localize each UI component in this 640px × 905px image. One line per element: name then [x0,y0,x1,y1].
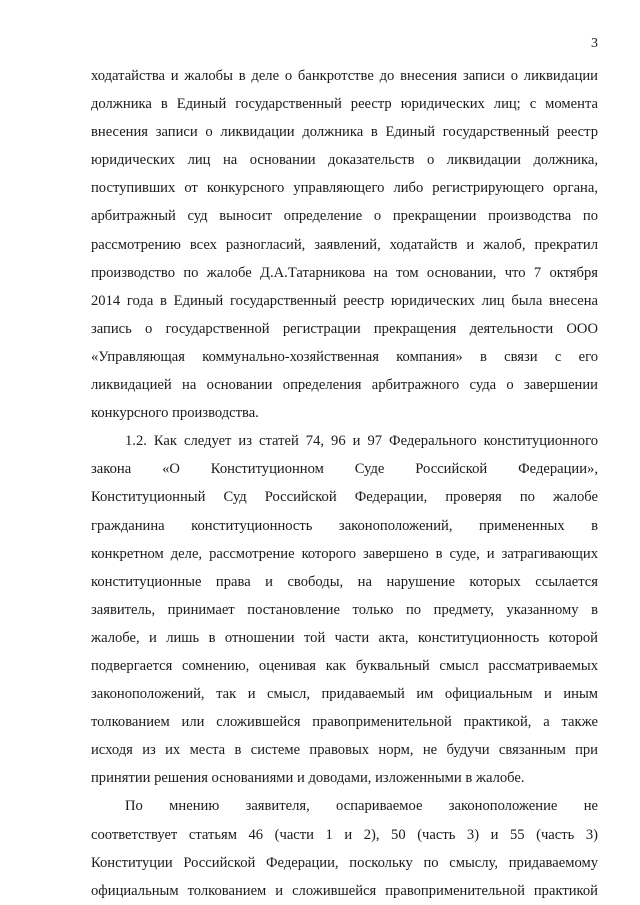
text-line: закона «О Конституционном Суде Российской Федерации», [91,461,598,478]
text-line: толкованием или сложившейся правоприменительной практикой, а также [91,714,598,731]
page-number: 3 [591,36,598,51]
text-line: законоположений, так и смысл, придаваемый им официальным и иным [91,686,598,703]
text-line: принятии решения основаниями и доводами, изложенными в жалобе. [91,770,525,787]
text-line: исходя из их места в системе правовых норм, не будучи связанным при [91,742,598,759]
text-line: Конституции Российской Федерации, поскольку по смыслу, придаваемому [91,854,598,871]
text-line: юридических лиц на основании доказательств о ликвидации должника, [91,152,598,169]
text-line: гражданина конституционность законоположений, примененных в [91,517,598,534]
text-line: 2014 года в Единый государственный реестр юридических лиц была внесена [91,292,598,309]
text-line: производство по жалобе Д.А.Татарникова на том основании, что 7 октября [91,264,598,281]
text-line: поступивших от конкурсного управляющего либо регистрирующего органа, [91,180,598,197]
text-line: «Управляющая коммунально-хозяйственная компания» в связи с его [91,348,598,365]
text-line: По мнению заявителя, оспариваемое законоположение не [125,798,598,815]
text-line: жалобе, и лишь в отношении той части акта, конституционность которой [91,629,598,646]
text-line: конституционные права и свободы, на нарушение которых ссылается [91,573,598,590]
document-body [91,62,598,905]
text-line: подвергается сомнению, оценивая как буквальный смысл рассматриваемых [91,657,598,674]
text-line: арбитражный суд выносит определение о прекращении производства по [91,208,598,225]
text-line: запись о государственной регистрации прекращения деятельности ООО [91,320,598,337]
text-line: соответствует статьям 46 (части 1 и 2), 50 (часть 3) и 55 (часть 3) [91,826,598,843]
text-line: 1.2. Как следует из статей 74, 96 и 97 Федерального конституционного [125,433,598,450]
text-line: Конституционный Суд Российской Федерации, проверяя по жалобе [91,489,598,506]
text-line: конкурсного производства. [91,405,259,422]
text-line: ходатайства и жалобы в деле о банкротстве до внесения записи о ликвидации [91,68,598,84]
text-line: официальным толкованием и сложившейся правоприменительной практикой [91,882,598,899]
text-line: внесения записи о ликвидации должника в Единый государственный реестр [91,124,598,141]
text-line: заявитель, принимает постановление только по предмету, указанному в [91,601,598,618]
text-line: ликвидацией на основании определения арбитражного суда о завершении [91,377,598,394]
text-line: рассмотрению всех разногласий, заявлений, ходатайств и жалоб, прекратил [91,236,598,253]
text-line: конкретном деле, рассмотрение которого завершено в суде, и затрагивающих [91,545,598,562]
text-line: должника в Единый государственный реестр юридических лиц; с момента [91,96,598,113]
